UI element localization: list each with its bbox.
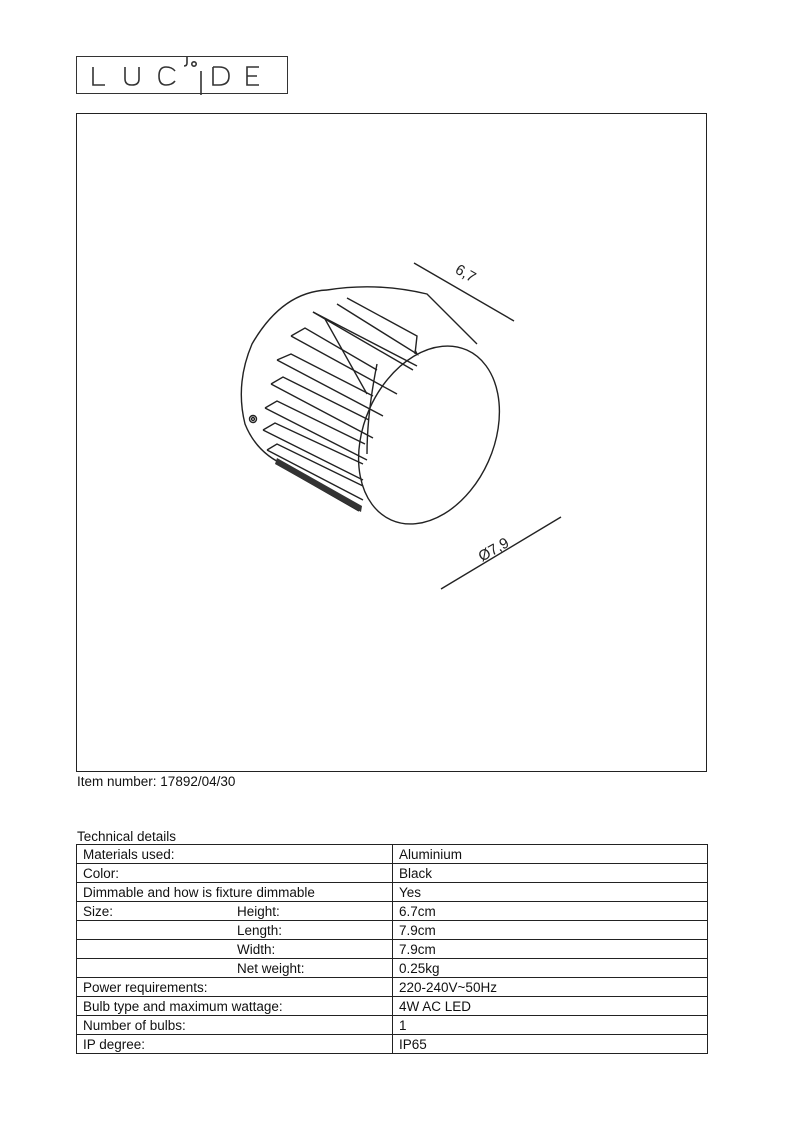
spec-value: 6.7cm (393, 902, 708, 921)
brand-logo (76, 56, 288, 94)
table-row (77, 1035, 708, 1054)
table-row (77, 978, 708, 997)
item-number-label: Item number: (77, 774, 157, 789)
spec-value: 4W AC LED (393, 997, 708, 1016)
spec-label: Color: (77, 864, 393, 883)
technical-details-table (76, 844, 708, 1054)
spec-label: Net weight: (77, 959, 393, 978)
spec-value: 220-240V~50Hz (393, 978, 708, 997)
spec-value: Yes (393, 883, 708, 902)
table-row (77, 959, 708, 978)
spec-value: 1 (393, 1016, 708, 1035)
table-row (77, 997, 708, 1016)
spec-value: IP65 (393, 1035, 708, 1054)
spec-value: 7.9cm (393, 921, 708, 940)
item-number-value: 17892/04/30 (160, 774, 236, 789)
spec-label: Power requirements: (77, 978, 393, 997)
diameter-dimension-label: Ø7,9 (475, 534, 513, 566)
table-row (77, 864, 708, 883)
spec-value: Black (393, 864, 708, 883)
item-number (77, 774, 235, 789)
lucide-logo-mark (77, 57, 289, 95)
spec-value: 0.25kg (393, 959, 708, 978)
spec-label: Number of bulbs: (77, 1016, 393, 1035)
spec-label: Size: Height: (77, 902, 393, 921)
table-row (77, 921, 708, 940)
product-line-drawing (77, 114, 708, 773)
table-row (77, 1016, 708, 1035)
table-row (77, 902, 708, 921)
spec-value: 7.9cm (393, 940, 708, 959)
spec-label: Dimmable and how is fixture dimmable (77, 883, 393, 902)
spec-label: Materials used: (77, 845, 393, 864)
spec-label: Width: (77, 940, 393, 959)
technical-details-title: Technical details (77, 829, 177, 844)
table-row (77, 940, 708, 959)
table-row (77, 883, 708, 902)
table-row (77, 845, 708, 864)
length-dimension-label: 6,7 (452, 261, 479, 287)
spec-value: Aluminium (393, 845, 708, 864)
spec-label: Length: (77, 921, 393, 940)
spec-label: IP degree: (77, 1035, 393, 1054)
technical-drawing (76, 113, 707, 772)
spec-label: Bulb type and maximum wattage: (77, 997, 393, 1016)
